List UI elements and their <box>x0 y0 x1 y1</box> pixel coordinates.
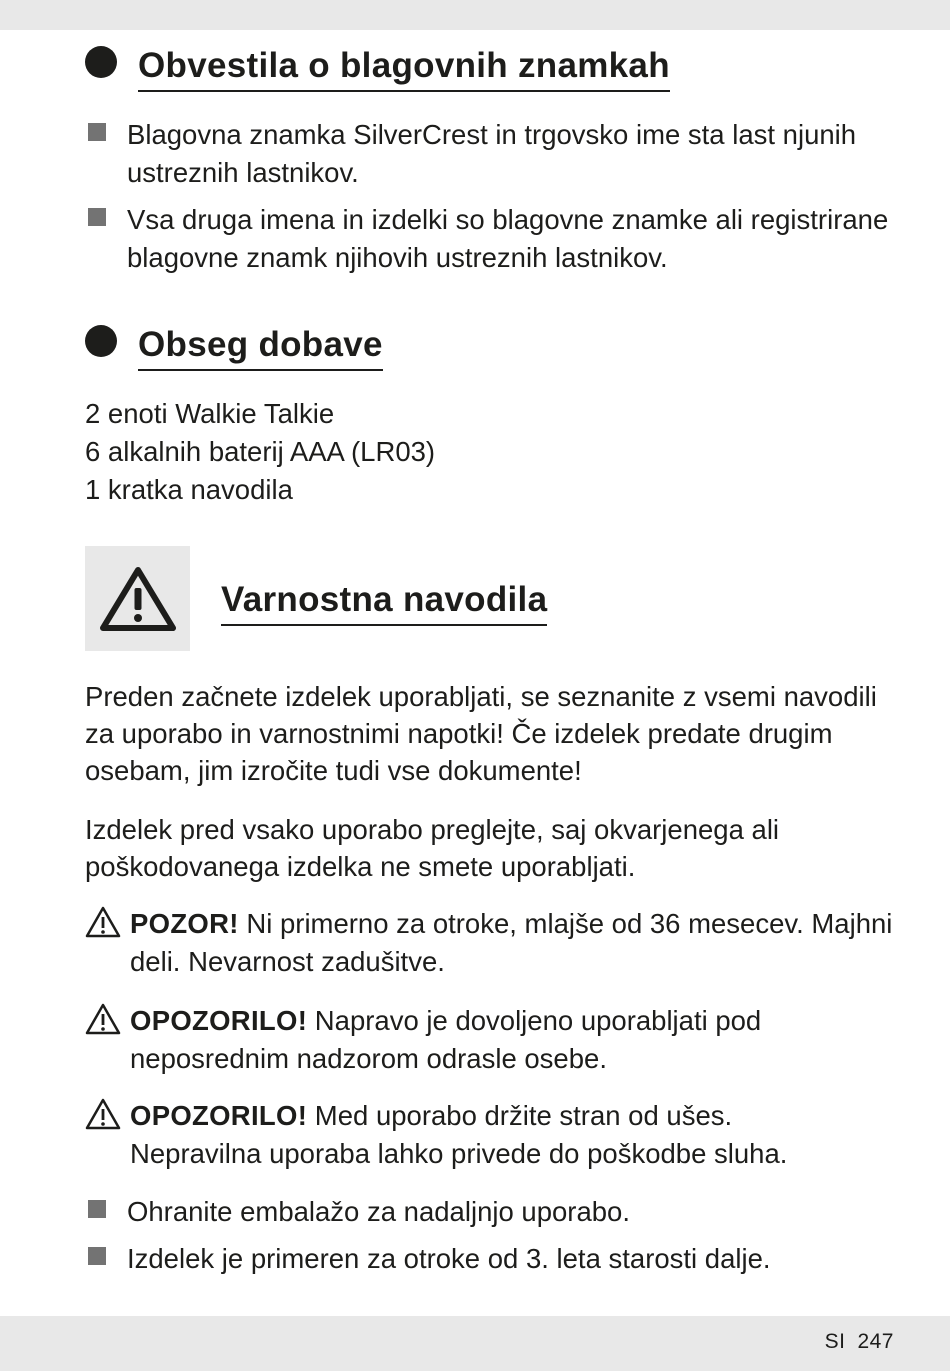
delivery-item: 6 alkalnih baterij AAA (LR03) <box>85 436 436 467</box>
bullet-dot-icon <box>85 325 117 357</box>
warning-label: POZOR! <box>130 908 239 939</box>
language-code: SI <box>824 1330 846 1353</box>
warning-small-icon <box>85 905 121 939</box>
delivery-heading <box>85 325 383 371</box>
list-item-text: Ohranite embalažo za nadaljnjo uporabo. <box>127 1196 630 1227</box>
list-item-text: Vsa druga imena in izdelki so blagovne znamke ali registrirane blagovne znamk njihovih ustreznih lastnikov. <box>127 204 889 273</box>
warning-text: Med uporabo držite stran od ušes. Nepravilna uporaba lahko privede do poškodbe sluha. <box>130 1100 788 1169</box>
square-bullet-icon <box>88 208 106 226</box>
warning-item <box>85 1097 850 1173</box>
trademarks-heading <box>85 46 670 92</box>
warning-label: OPOZORILO! <box>130 1100 308 1131</box>
delivery-item: 1 kratka navodila <box>85 474 293 505</box>
list-item <box>88 116 897 192</box>
safety-paragraph: Izdelek pred vsako uporabo preglejte, saj okvarjenega ali poškodovanega izdelka ne smete uporabljati. <box>85 814 780 882</box>
square-bullet-icon <box>88 1247 106 1265</box>
square-bullet-icon <box>88 123 106 141</box>
warning-text: Ni primerno za otroke, mlajše od 36 mesecev. Majhni deli. Nevarnost zadušitve. <box>130 908 893 977</box>
footer-band <box>0 1316 950 1371</box>
list-item-text: Izdelek je primeren za otroke od 3. leta starosti dalje. <box>127 1243 771 1274</box>
list-item <box>88 201 897 277</box>
warning-small-icon <box>85 1002 121 1036</box>
warning-label: OPOZORILO! <box>130 1005 308 1036</box>
list-item <box>88 1193 897 1231</box>
delivery-title: Obseg dobave <box>138 325 383 371</box>
page-number: 247 <box>857 1330 894 1353</box>
safety-title: Varnostna navodila <box>221 580 547 626</box>
warning-triangle-icon <box>98 564 178 634</box>
warning-small-icon <box>85 1097 121 1131</box>
list-item <box>88 1240 897 1278</box>
trademarks-title: Obvestila o blagovnih znamkah <box>138 46 670 92</box>
top-band <box>0 0 950 30</box>
delivery-list <box>85 395 435 509</box>
safety-heading <box>221 580 547 626</box>
warning-box <box>85 546 190 651</box>
list-item-text: Blagovna znamka SilverCrest in trgovsko ime sta last njunih ustreznih lastnikov. <box>127 119 857 188</box>
warning-item <box>85 1002 850 1078</box>
delivery-item: 2 enoti Walkie Talkie <box>85 398 335 429</box>
safety-paragraph: Preden začnete izdelek uporabljati, se seznanite z vsemi navodili za uporabo in varnostnimi napotki! Če izdelek predate drugim osebam, jim izročite tudi vse dokumente! <box>85 681 877 786</box>
warning-text: Napravo je dovoljeno uporabljati pod neposrednim nadzorom odrasle osebe. <box>130 1005 762 1074</box>
warning-item <box>85 905 900 981</box>
page-footer <box>825 1330 894 1354</box>
square-bullet-icon <box>88 1200 106 1218</box>
bullet-dot-icon <box>85 46 117 78</box>
